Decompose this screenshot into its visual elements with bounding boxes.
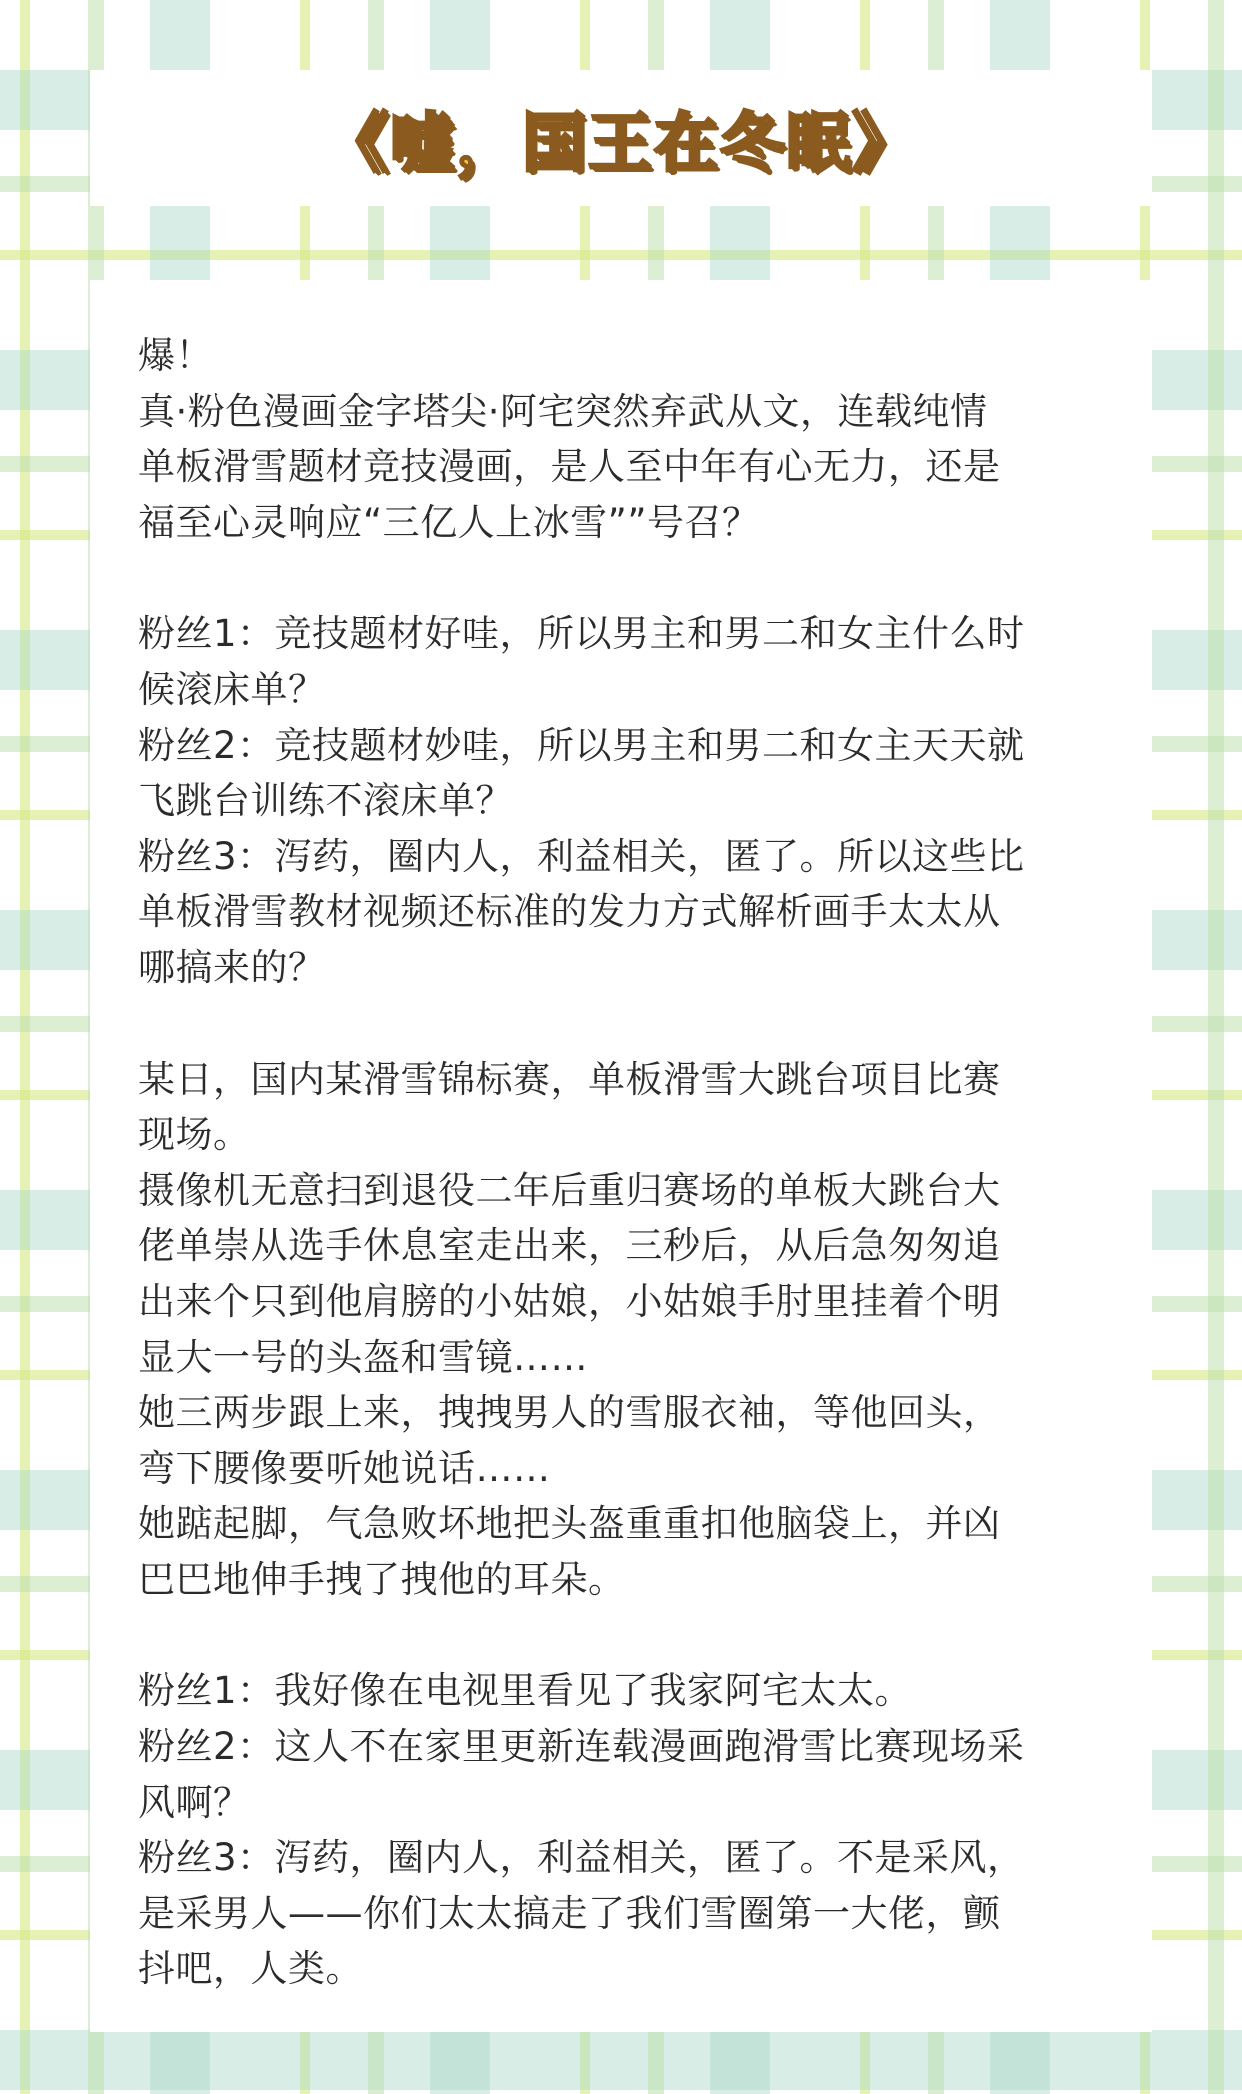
synopsis-line: 粉丝3：泻药，圈内人，利益相关，匿了。所以这些比	[138, 834, 1025, 878]
synopsis-line: 是采男人——你们太太搞走了我们雪圈第一大佬，颤	[138, 1891, 1001, 1935]
synopsis-line: 出来个只到他肩膀的小姑娘，小姑娘手肘里挂着个明	[138, 1279, 1001, 1323]
synopsis-line: 显大一号的头盔和雪镜……	[138, 1335, 588, 1379]
synopsis-line: 飞跳台训练不滚床单？	[138, 779, 513, 823]
synopsis-paragraph	[138, 1052, 1112, 1608]
synopsis-line: 她三两步跟上来，拽拽男人的雪服衣袖，等他回头，	[138, 1391, 1001, 1435]
synopsis-line: 风啊？	[138, 1780, 251, 1824]
synopsis-line: 某日，国内某滑雪锦标赛，单板滑雪大跳台项目比赛	[138, 1057, 1001, 1101]
synopsis-line: 她踮起脚，气急败坏地把头盔重重扣他脑袋上，并凶	[138, 1502, 1001, 1546]
synopsis-body	[138, 328, 1112, 1997]
synopsis-paragraph	[138, 328, 1112, 550]
synopsis-line: 粉丝1：竞技题材好哇，所以男主和男二和女主什么时	[138, 612, 1025, 656]
synopsis-line: 粉丝2：竞技题材妙哇，所以男主和男二和女主天天就	[138, 723, 1025, 767]
synopsis-line: 现场。	[138, 1113, 251, 1157]
synopsis-line: 候滚床单？	[138, 667, 326, 711]
synopsis-line: 真·粉色漫画金字塔尖·阿宅突然弃武从文，连载纯情	[138, 389, 988, 433]
book-title: 《嘘，国王在冬眠》	[324, 107, 918, 181]
synopsis-line: 粉丝3：泻药，圈内人，利益相关，匿了。不是采风，	[138, 1836, 1025, 1880]
synopsis-line: 粉丝2：这人不在家里更新连载漫画跑滑雪比赛现场采	[138, 1725, 1025, 1769]
synopsis-line: 福至心灵响应“三亿人上冰雪””号召？	[138, 500, 760, 544]
synopsis-line: 巴巴地伸手拽了拽他的耳朵。	[138, 1557, 626, 1601]
synopsis-line: 抖吧，人类。	[138, 1947, 363, 1991]
title-banner	[90, 70, 1152, 206]
synopsis-line: 哪搞来的？	[138, 945, 326, 989]
synopsis-paragraph	[138, 1663, 1112, 1997]
synopsis-line: 摄像机无意扫到退役二年后重归赛场的单板大跳台大	[138, 1168, 1001, 1212]
synopsis-line: 爆！	[138, 334, 213, 377]
synopsis-paragraph	[138, 606, 1112, 995]
synopsis-line: 粉丝1：我好像在电视里看见了我家阿宅太太。	[138, 1669, 913, 1713]
synopsis-line: 佬单崇从选手休息室走出来，三秒后，从后急匆匆追	[138, 1224, 1001, 1268]
synopsis-card	[90, 280, 1152, 2032]
synopsis-line: 单板滑雪教材视频还标准的发力方式解析画手太太从	[138, 890, 1001, 934]
synopsis-line: 弯下腰像要听她说话……	[138, 1446, 551, 1490]
synopsis-line: 单板滑雪题材竞技漫画，是人至中年有心无力，还是	[138, 445, 1001, 489]
